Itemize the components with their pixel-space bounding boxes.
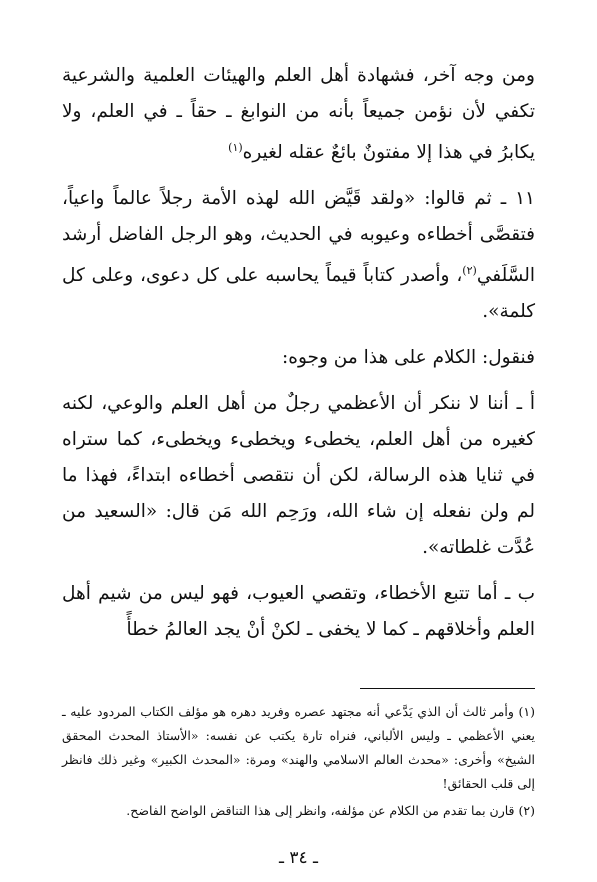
footnotes xyxy=(62,700,535,823)
paragraph-3: فنقول: الكلام على هذا من وجوه: xyxy=(282,347,535,369)
main-text xyxy=(62,58,535,648)
footnote-ref-1: (١) xyxy=(228,141,243,154)
footnote-separator xyxy=(360,688,535,689)
footnote-ref-2: (٢) xyxy=(462,264,477,278)
footnote-1: (١) وأمر ثالث أن الذي يَدَّعي أنه مجتهد عصره وفريد دهره هو مؤلف الكتاب المردود عليه ـ يعني الأعظمي ـ وليس الألباني، فنراه تارة يكتب عن نفسه: «الأستاذ المحدث المحقق الشيخ» وأخرى: «محدث العالم الاسلامي والهند» ومرة: «المحدث الكبير» وغير ذلك فانظر إلى قلب الحقائق! xyxy=(62,704,535,791)
page-number: ـ ٣٤ ـ xyxy=(278,848,319,868)
paragraph-5: ب ـ أما تتبع الأخطاء، وتقصي العيوب، فهو ليس من شيم أهل العلم وأخلاقهم ـ كما لا يخفى ـ لكنْ أنْ يجد العالمُ خطأً xyxy=(62,583,535,641)
paragraph-1 xyxy=(62,58,535,171)
paragraph-2 xyxy=(62,181,535,330)
paragraph-4: أ ـ أننا لا ننكر أن الأعظمي رجلٌ من أهل العلم والوعي، لكنه كغيره من أهل العلم، يخطىء ويخطىء ويخطىء، كما ستراه في ثنايا هذه الرسالة، لكن أن نتقصى أخطاءه ابتداءً، فهذا ما لم ولن نفعله إن شاء الله، ورَحِم الله مَن قال: «السعيد من عُدَّت غلطاته». xyxy=(62,393,535,559)
footnote-2: (٢) قارن بما تقدم من الكلام عن مؤلفه، وانظر إلى هذا التناقض الواضح الفاضح. xyxy=(126,803,535,818)
paragraph-2-text: ١١ ـ ثم قالوا: «ولقد قَيَّض الله لهذه الأمة رجلاً عالماً واعياً، فتقصَّى أخطاءه وعيوبه في الحديث، وهو الرجل الفاضل أرشد السَّلَفي xyxy=(62,188,535,287)
paragraph-1-text: ومن وجه آخر، فشهادة أهل العلم والهيئات العلمية والشرعية تكفي لأن نؤمن جميعاً بأنه من النوابغ ـ حقاً ـ في العلم، ولا يكابرُ في هذا إلا مفتونٌ بائعٌ عقله لغيره xyxy=(62,65,535,164)
paragraph-2-text-continued: ، وأصدر كتاباً قيماً يحاسبه على كل دعوى، وعلى كل كلمة». xyxy=(62,265,535,323)
